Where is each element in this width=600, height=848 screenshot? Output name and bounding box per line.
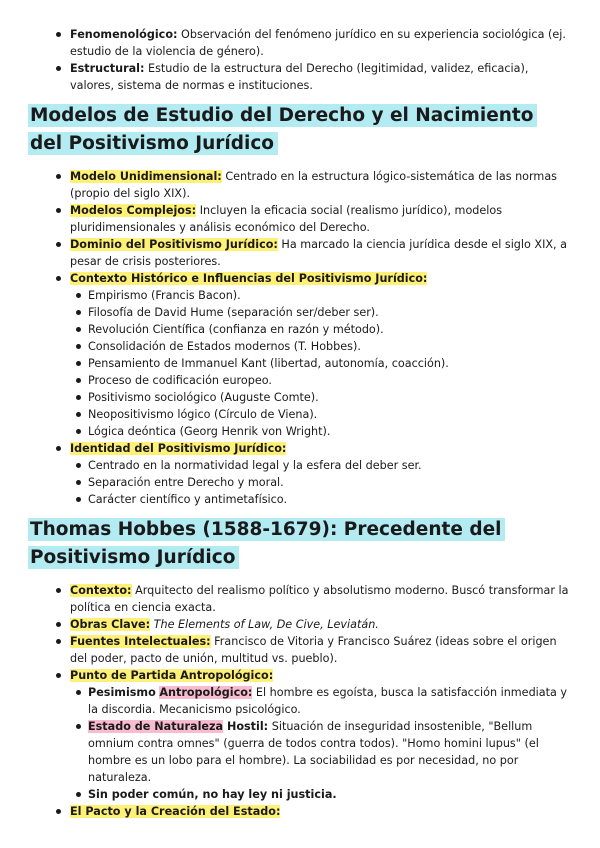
list-item: [52, 633, 572, 667]
item-text: Ha marcado la ciencia jurídica desde el siglo XIX, a pesar de crisis posteriores.: [70, 238, 568, 268]
list-item: [70, 718, 572, 786]
list-item: [52, 26, 572, 60]
item-label: El Pacto y la Creación del Estado:: [70, 805, 281, 818]
section-heading-hobbes: Thomas Hobbes (1588-1679): Precedente del Positivismo Jurídico: [28, 516, 572, 572]
list-item: Positivismo sociológico (Auguste Comte).: [70, 389, 572, 406]
list-item: [52, 270, 572, 440]
list-item: [52, 60, 572, 94]
identity-sublist: [70, 457, 572, 508]
list-item: Centrado en la normatividad legal y la esfera del deber ser.: [70, 457, 572, 474]
list-item: [52, 803, 572, 820]
hobbes-list: [52, 582, 572, 820]
item-label: Dominio del Positivismo Jurídico:: [70, 238, 278, 251]
item-label: Punto de Partida Antropológico:: [70, 669, 274, 682]
list-item: Filosofía de David Hume (separación ser/deber ser).: [70, 304, 572, 321]
section-heading-models: Modelos de Estudio del Derecho y el Nacimiento del Positivismo Jurídico: [28, 102, 572, 158]
anthro-sublist: [70, 684, 572, 803]
item-label: Hostil:: [223, 720, 269, 733]
item-text: Observación del fenómeno jurídico en su experiencia sociológica (ej. estudio de la violencia de género).: [70, 28, 566, 58]
item-label-highlight: Estado de Naturaleza: [88, 720, 224, 733]
list-item: Separación entre Derecho y moral.: [70, 474, 572, 491]
models-list: [52, 168, 572, 508]
item-text: Arquitecto del realismo político y absolutismo moderno. Buscó transformar la política en ciencia exacta.: [70, 584, 569, 614]
intro-list: [52, 26, 572, 94]
list-item: Lógica deóntica (Georg Henrik von Wright).: [70, 423, 572, 440]
list-item: [70, 684, 572, 718]
item-text: Centrado en la estructura lógico-sistemática de las normas (propio del siglo XIX).: [70, 170, 558, 200]
item-text: El hombre es egoísta, busca la satisfacción inmediata y la discordia. Mecanicismo psicológico.: [88, 686, 568, 716]
item-label: Sin poder común, no hay ley ni justicia.: [88, 788, 337, 801]
item-label: Modelos Complejos:: [70, 204, 197, 217]
item-text: Francisco de Vitoria y Francisco Suárez (ideas sobre el origen del poder, pacto de unión, multitud vs. pueblo).: [70, 635, 557, 665]
list-item: Revolución Científica (confianza en razón y método).: [70, 321, 572, 338]
list-item: Carácter científico y antimetafísico.: [70, 491, 572, 508]
list-item: Consolidación de Estados modernos (T. Hobbes).: [70, 338, 572, 355]
list-item: Proceso de codificación europeo.: [70, 372, 572, 389]
item-label: Estructural:: [70, 62, 145, 75]
item-label: Contexto Histórico e Influencias del Positivismo Jurídico:: [70, 272, 428, 285]
list-item: [52, 202, 572, 236]
item-label: Obras Clave:: [70, 618, 151, 631]
context-sublist: [70, 287, 572, 440]
list-item: [70, 786, 572, 803]
list-item: [52, 582, 572, 616]
item-label: Fenomenológico:: [70, 28, 178, 41]
list-item: [52, 440, 572, 508]
item-label: Pesimismo: [88, 686, 156, 699]
list-item: Neopositivismo lógico (Círculo de Viena).: [70, 406, 572, 423]
item-text: The Elements of Law, De Cive, Leviatán.: [150, 618, 379, 631]
item-label-highlight: Antropológico:: [159, 686, 253, 699]
item-label: Identidad del Positivismo Jurídico:: [70, 442, 287, 455]
list-item: [52, 616, 572, 633]
item-label: Fuentes Intelectuales:: [70, 635, 211, 648]
list-item: Empirismo (Francis Bacon).: [70, 287, 572, 304]
item-text: Incluyen la eficacia social (realismo jurídico), modelos pluridimensionales y análisis económico del Derecho.: [70, 204, 503, 234]
list-item: [52, 236, 572, 270]
item-text: Estudio de la estructura del Derecho (legitimidad, validez, eficacia), valores, sistema de normas e instituciones.: [70, 62, 529, 92]
item-text: Situación de inseguridad insostenible, "Bellum omnium contra omnes" (guerra de todos contra todos). "Homo homini lupus" (el hombre es un lobo para el hombre). La sociabilidad es por necesidad, no por naturaleza.: [88, 720, 539, 784]
list-item: [52, 168, 572, 202]
item-label: Modelo Unidimensional:: [70, 170, 222, 183]
list-item: [52, 667, 572, 803]
item-label: Contexto:: [70, 584, 132, 597]
list-item: Pensamiento de Immanuel Kant (libertad, autonomía, coacción).: [70, 355, 572, 372]
